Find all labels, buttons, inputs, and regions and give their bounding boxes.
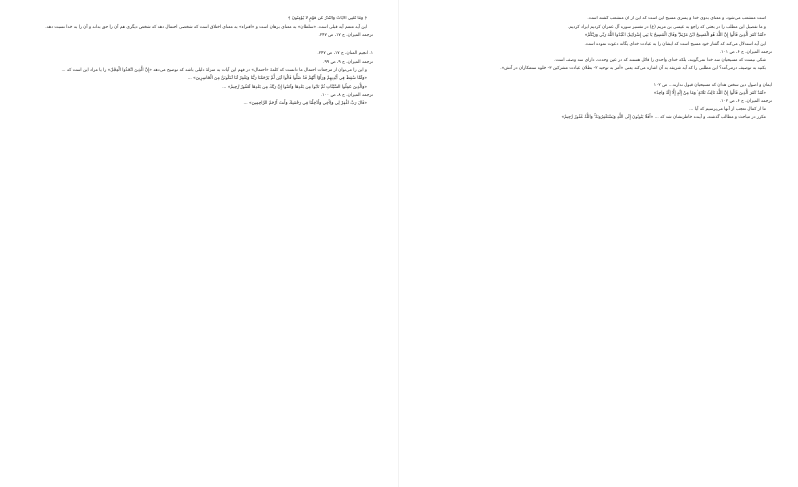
- left-paragraph-6: «قَالَ رَبِّ اغْفِرْ لِي وَلِأَخِي وَأَدْخِلْنَا فِي رَحْمَتِكَ وَأَنتَ أَرْحَمُ الرَّاحِمِينَ» ...: [243, 100, 367, 106]
- left-reference-1: ترجمه المیزان، ج ۱۷، ص ۲۴۷.: [318, 33, 373, 39]
- left-footnote: ۱. انجیم المنان، ج ۱۷، ص ۲۴۷.: [317, 50, 373, 56]
- left-page-text-column: [26, 16, 373, 473]
- left-paragraph-5: «وَالَّذِينَ عَمِلُوا السَّيِّئَاتِ ثُمَّ تَابُوا مِن بَعْدِهَا وَآمَنُوا إِنَّ رَبَّكَ مِن بَعْدِهَا لَغَفُورٌ رَّحِيمٌ» ...: [222, 84, 367, 90]
- right-reference-2: ترجمه المیزان، ج ۶، ص ۱۰۲.: [719, 99, 772, 105]
- right-paragraph-4: این آیه استدلال می‌کند که گفتار خود مسیح است که ایشان را به عبادت خدای یگانه دعوت نموده است.: [584, 41, 766, 47]
- left-reference-3: ترجمه المیزان، ج ۸، ص ۱۰۰.: [320, 93, 373, 99]
- right-paragraph-6: بکنید به توصیف درمی‌آمد؟ این مطلبی را که آیه شریفه به آن اشاره می‌کند یعنی «أمر به توحید ۲- بطلان عبادت مشرکین ۳- خلوه ستمکاران در آتش».: [500, 66, 766, 72]
- right-page: [399, 0, 798, 487]
- right-paragraph-1: است متشعب می‌شود، و معنای بدوی خدا و پسری مسیح این است که این از آن منشعب گشته است.: [587, 16, 766, 21]
- left-paragraph-4: «وَلَمَّا سُقِطَ فِي أَيْدِيهِمْ وَرَأَوْا أَنَّهُمْ قَدْ ضَلُّوا قَالُوا لَئِن لَّمْ يَرْحَمْنَا رَبُّنَا وَيَغْفِرْ لَنَا لَنَكُونَنَّ مِنَ الْخَاسِرِينَ» ...: [187, 76, 367, 82]
- right-paragraph-7: «لَقَدْ كَفَرَ الَّذِينَ قَالُوا إِنَّ اللَّهَ ثَالِثُ ثَلَاثَةٍ ۘ وَمَا مِنْ إِلَٰهٍ إِلَّا إِلَٰهٌ وَاحِدٌ»: [653, 90, 766, 96]
- right-paragraph-2: و ما تفصیل این مطلب را در بحثی که راجع به عیسی بن مریم (ع) در تفسیر سوره آل عمران کردیم ایراد کردیم.: [567, 24, 766, 30]
- left-paragraph-3: و این را می‌توان از مرجعات احتمال ما دانست که کلمهٔ «احتمال» در فهم این آیات به منزلهٔ دلیلی باشد که توضیح می‌دهد «إِنَّ الَّذِینَ اتَّخَذُوا الْعِجْلَ» را یا مراد این است که ...: [61, 67, 367, 73]
- right-reference-1: ترجمه المیزان، ج ۶، ص ۱۰۱.: [719, 50, 772, 56]
- right-section-header: ایمان و اصول دین سختن هدان که مسیحیان قبول ندارند... ص ۱۰۲: [653, 82, 772, 88]
- left-reference-2: ترجمه المیزان، ج ۹، ص ۹۹.: [323, 59, 373, 65]
- right-paragraph-9: مکرر در مباحث و مطالب گذشته، و آینده خاطرنشان شد که ... «أَفَلَا يَتُوبُونَ إِلَى اللَّهِ وَيَسْتَغْفِرُونَهُ ۚ وَاللَّهُ غَفُورٌ رَّحِيمٌ»: [561, 115, 766, 121]
- right-page-text-column: [425, 16, 772, 473]
- left-paragraph-1: ﴿ وَمَا تُغْنِي الْآيَاتُ وَالنُّذُرُ عَن قَوْمٍ لَّا يُؤْمِنُونَ ﴾: [287, 16, 367, 21]
- right-paragraph-5: شکی نیست که مسیحیان سه خدا نمی‌گویند، بلکه خدای واحدی را قائل هستند که در عین وحدت، دارای سه وصف است.: [554, 57, 766, 63]
- left-paragraph-2: این آیه متمم آیه قبلی است. «سلطان» به معنای برهان است و «افتراء» به معنای اختلاق است که شخصی احتمال دهد که شخص دیگری هم آن را حق بداند و آن را به خدا نسبت دهد.: [45, 24, 367, 30]
- right-paragraph-3: «لَقَدْ كَفَرَ الَّذِينَ قَالُوا إِنَّ اللَّهَ هُوَ الْمَسِيحُ ابْنُ مَرْيَمَ ۖ وَقَالَ الْمَسِيحُ يَا بَنِي إِسْرَائِيلَ اعْبُدُوا اللَّهَ رَبِّي وَرَبَّكُمْ»: [584, 33, 766, 39]
- right-paragraph-8: ما از کمال تعجب از آنها می‌پرسیم که آیا ...: [689, 106, 766, 112]
